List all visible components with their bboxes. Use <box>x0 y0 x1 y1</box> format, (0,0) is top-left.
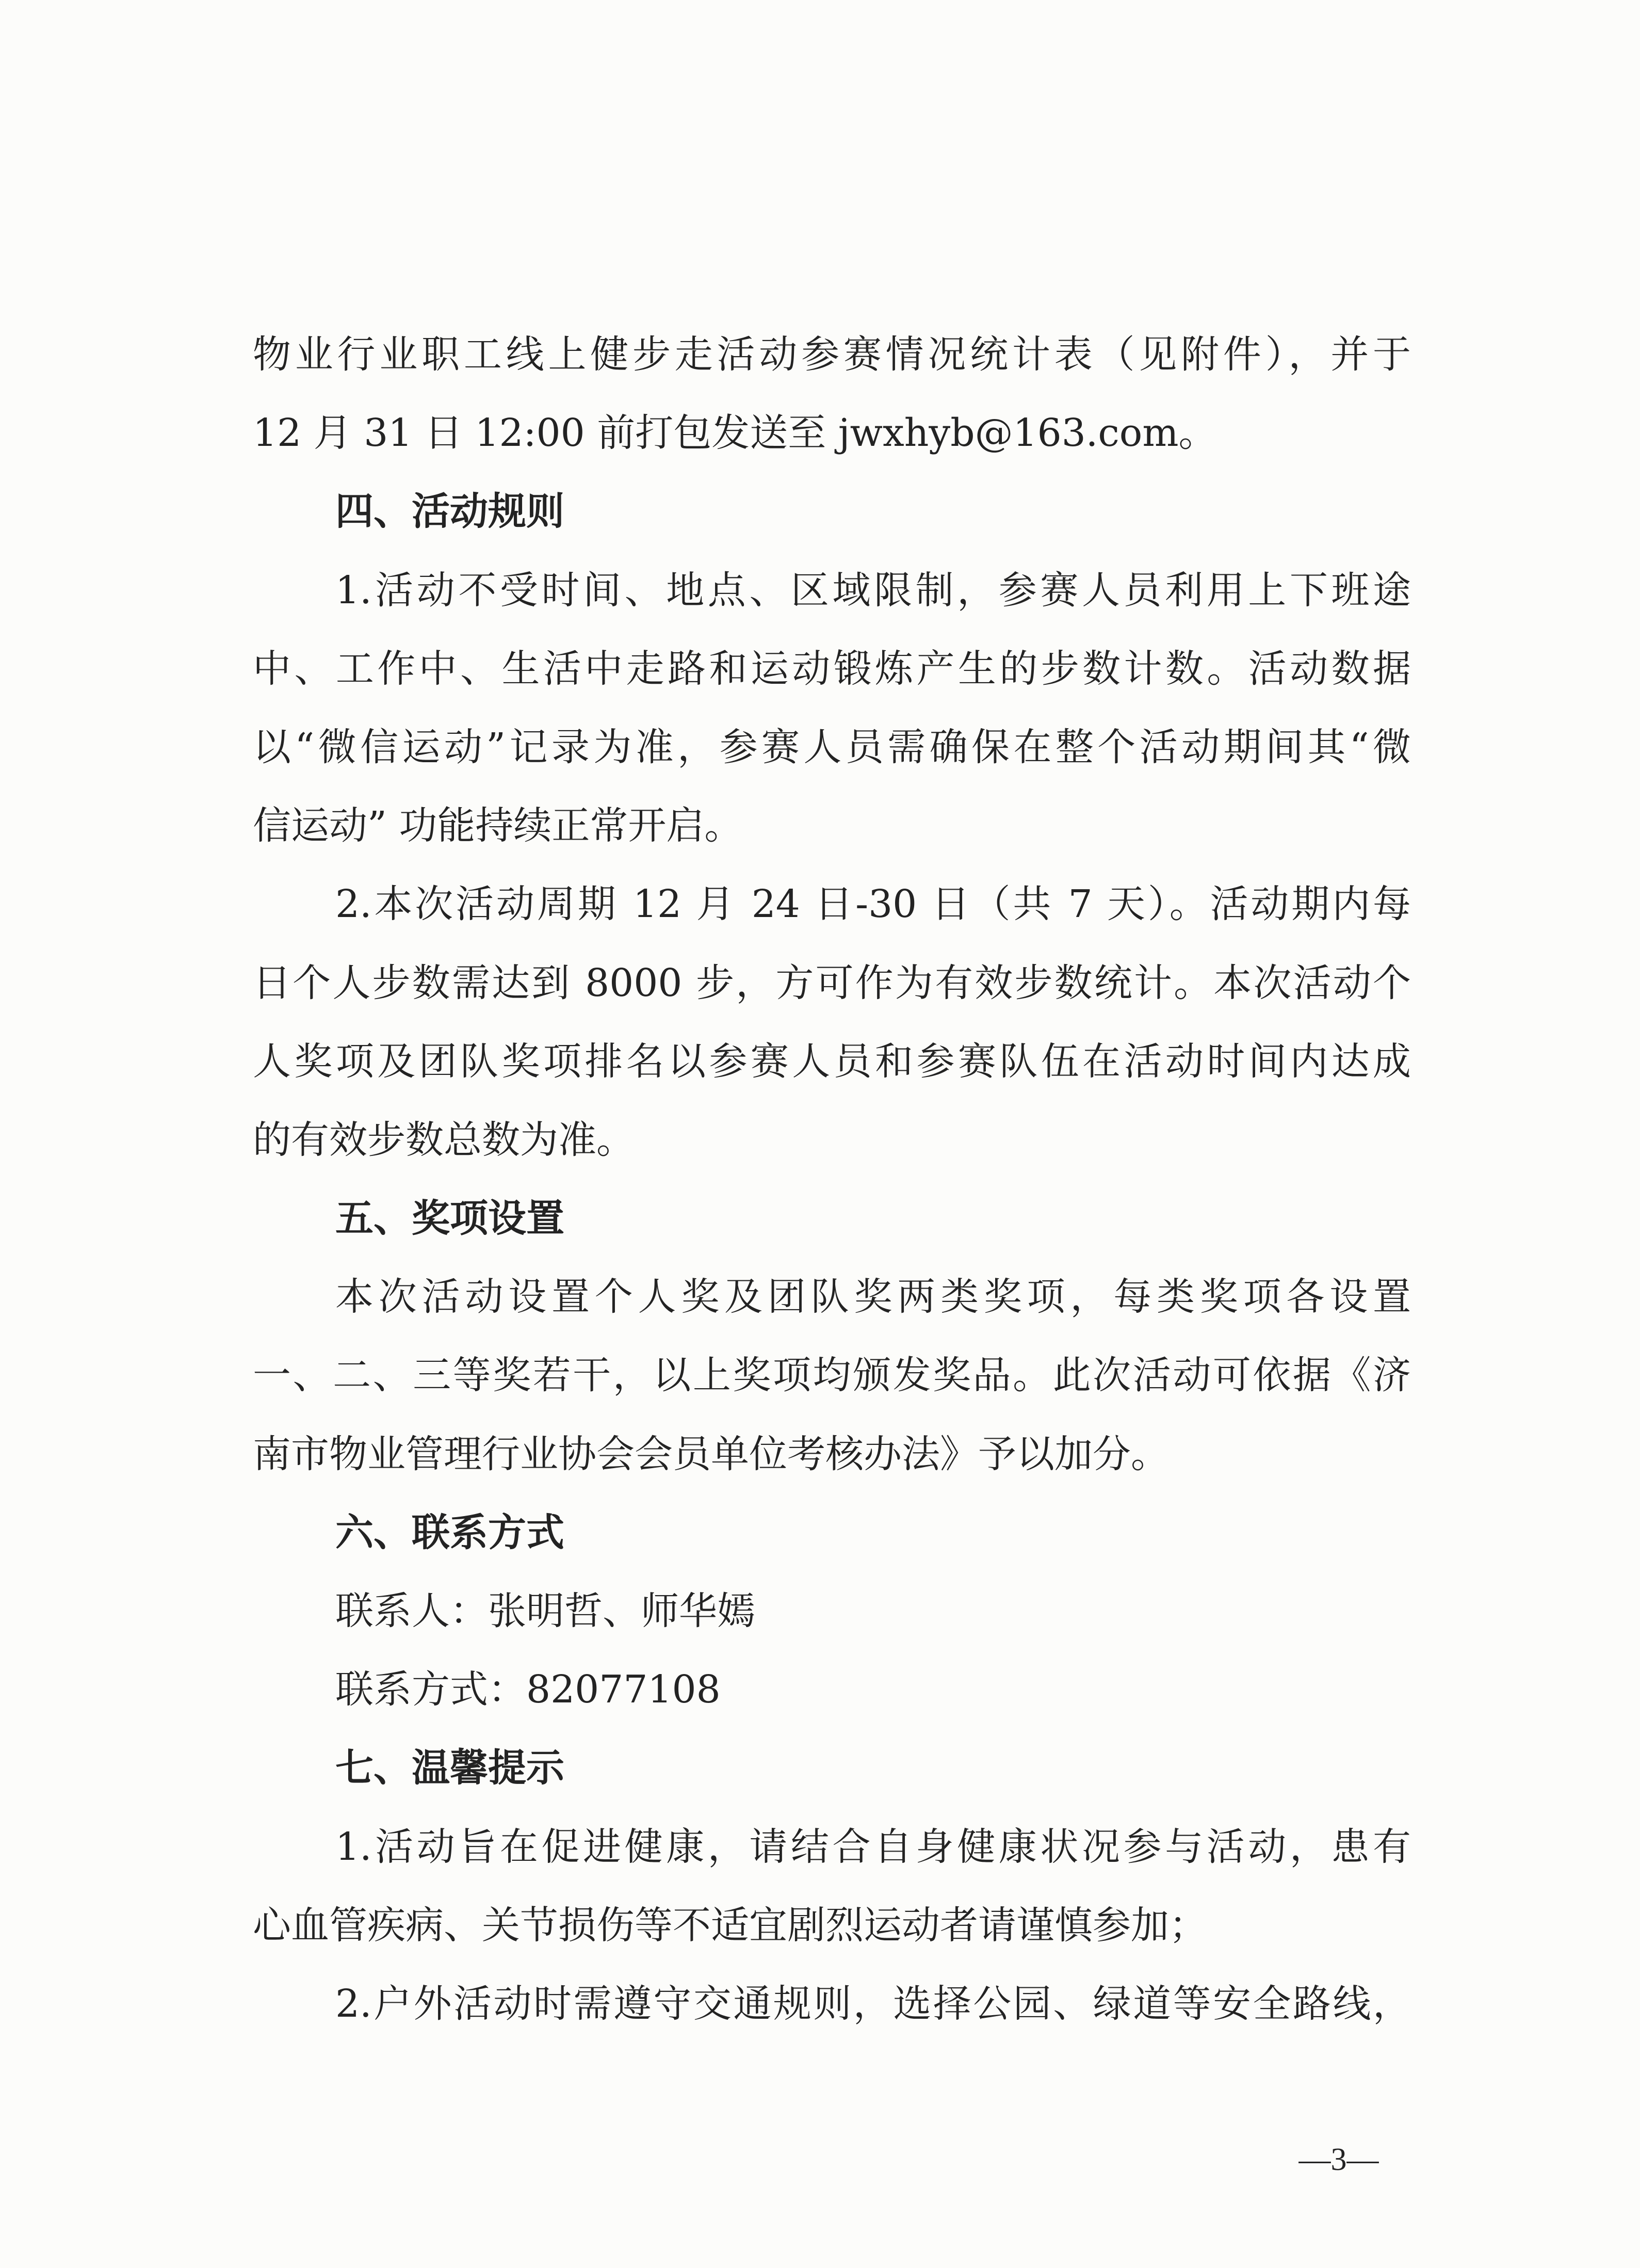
text-line: 物业行业职工线上健步走活动参赛情况统计表（见附件），并于 <box>253 332 1411 377</box>
text-line: 一、二、三等奖若干，以上奖项均颁发奖品。此次活动可依据《济 <box>253 1353 1411 1398</box>
text-line: 1.活动旨在促进健康，请结合自身健康状况参与活动，患有 <box>335 1824 1411 1869</box>
document-body <box>253 315 1411 2043</box>
text-line: 心血管疾病、关节损伤等不适宜剧烈运动者请谨慎参加； <box>253 1903 1207 1948</box>
text-line: 人奖项及团队奖项排名以参赛人员和参赛队伍在活动时间内达成 <box>253 1039 1411 1084</box>
text-line: 中、工作中、生活中走路和运动锻炼产生的步数计数。活动数据 <box>253 646 1411 691</box>
section-heading: 四、活动规则 <box>335 489 564 534</box>
text-line: 2.户外活动时需遵守交通规则，选择公园、绿道等安全路线， <box>335 1981 1411 2026</box>
section-heading: 五、奖项设置 <box>335 1196 564 1241</box>
text-line: 联系人：张明哲、师华嫣 <box>335 1589 755 1633</box>
text-line: 2.本次活动周期 12 月 24 日-30 日（共 7 天）。活动期内每 <box>335 882 1411 927</box>
text-line: 1.活动不受时间、地点、区域限制，参赛人员利用上下班途 <box>335 568 1411 613</box>
text-line: 联系方式：82077108 <box>335 1667 721 1712</box>
section-heading: 七、温馨提示 <box>335 1746 564 1791</box>
page-number: —3— <box>1298 2142 1379 2177</box>
text-line: 南市物业管理行业协会会员单位考核办法》予以加分。 <box>253 1431 1169 1476</box>
text-line: 以“微信运动”记录为准，参赛人员需确保在整个活动期间其“微 <box>253 725 1411 769</box>
text-line: 日个人步数需达到 8000 步，方可作为有效步数统计。本次活动个 <box>253 960 1411 1005</box>
text-line: 的有效步数总数为准。 <box>253 1117 635 1162</box>
text-line: 信运动” 功能持续正常开启。 <box>253 803 743 848</box>
text-line: 12 月 31 日 12:00 前打包发送至 jwxhyb@163.com。 <box>253 411 1217 456</box>
section-heading: 六、联系方式 <box>335 1510 564 1555</box>
text-line: 本次活动设置个人奖及团队奖两类奖项，每类奖项各设置 <box>335 1275 1411 1320</box>
